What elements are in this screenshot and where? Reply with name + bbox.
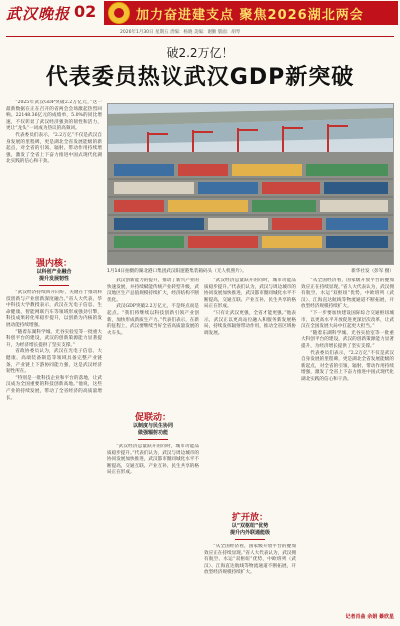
article-headline: 代表委员热议武汉GDP新突破 bbox=[45, 65, 355, 90]
paragraph: “武汉经济总量跃升的同时，城市功能品质稳步提升。”代表们认为，武汉与周边城市的协同发展加快推进，武汉都市圈同城化水平不断提高，交通互联、产业互补、民生共享的格局正在形成。 bbox=[204, 278, 296, 310]
subhead-title: 促联动： bbox=[134, 413, 171, 423]
article-column bbox=[204, 544, 296, 610]
paragraph: “随着东湖科学城、光谷实验室等一批重大科创平台的建设，武汉的创新策源能力显著提升，为经济增长提供了坚实支撑。” bbox=[301, 330, 394, 349]
subhead-line: 以制度与民生协同 bbox=[132, 423, 173, 429]
caption-text: 1月14日拍摄的湖北港口集团武汉阳逻港集装箱码头（无人机照片）。 bbox=[107, 269, 247, 274]
article-column bbox=[6, 100, 102, 254]
paragraph: “只有让武汉更强，全省才能更强。”他表示，武汉正以更高站位融入和服务新发展格局，持续发挥辐射带动作用，推动全省区域协调发展。 bbox=[204, 310, 296, 336]
subhead-divider bbox=[235, 539, 265, 540]
subhead-divider bbox=[138, 439, 168, 440]
paragraph: “武汉经济总量跃升的同时，城市功能品质稳步提升。”代表们认为，武汉与周边城市的协同发展加快推进，武汉都市圈同城化水平不断提高，交通互联、产业互补、民生共享的格局正在形成。 bbox=[107, 444, 199, 476]
page-number: 02 bbox=[74, 2, 97, 21]
section-banner bbox=[104, 1, 398, 25]
newspaper-name: 武汉晚报 bbox=[6, 5, 71, 23]
subhead-title: 扩开放： bbox=[231, 513, 268, 523]
paragraph: “下一步要加快建设国际综合交通枢纽城市，以更高水平开放促进更深层次改革，让武汉在全国发展大局中扛起更大担当。” bbox=[301, 310, 394, 330]
paragraph: “武汉经济持续回升向好，关键在于推动科技创新与产业创新深度融合。”省人大代表、华中科技大学教授表示，武汉在光电子信息、生命健康、智能网联汽车等领域形成强劲引擎，科技成果转化率稳步提升，以创新为内核的发展动能持续增强。 bbox=[6, 290, 102, 328]
article-byline: 记者肖曲 余娟 綦欣星 bbox=[345, 614, 394, 620]
subhead-divider bbox=[39, 285, 69, 286]
article-column bbox=[107, 278, 199, 408]
section-subhead bbox=[204, 510, 296, 540]
subhead-line: 做强辐射功能 bbox=[137, 430, 168, 436]
masthead-divider bbox=[6, 36, 394, 37]
paragraph: 代表委员们表示，“2.2万亿”不仅是武汉自身发展的里程碑，更是湖北全省发展能级的新起点，对全省的引领、辐射、带动作用持续增强，激发了全省上下奋力推进中国式现代化湖北实践的信心和干劲。 bbox=[6, 132, 102, 165]
subhead-line: 提升发展韧性 bbox=[38, 276, 69, 282]
port-photo bbox=[107, 103, 394, 265]
paragraph: “从全国经济看，国家级开放平台的叠加效应正在持续显现。”省人大代表认为，武汉拥有航空、水运“双枢纽”优势，中欧班列（武汉）、江海直达航线等物流通道不断拓展，开放型经济规模持续扩大。 bbox=[204, 544, 296, 576]
article-column bbox=[6, 290, 102, 610]
paragraph: “随着东湖科学城、光谷实验室等一批重大科创平台的建设，武汉的创新策源能力显著提升，为经济增长提供了坚实支撑。” bbox=[6, 329, 102, 348]
paragraph: 武汉GDP突破2.2万亿元，不是终点而是起点。“我们将继续以科技创新引领产业创新，加快形成新质生产力。”代表们表示，在新的征程上，武汉要继续当好全省高质量发展的火车头。 bbox=[107, 304, 199, 336]
article-column bbox=[204, 278, 296, 508]
photo-caption bbox=[107, 268, 394, 274]
paragraph: 武汉创新能力的提升，推动了新兴产业的快速发展，并持续赋能传统产业转型升级，武汉地区生产总值规模持续扩大，经济结构不断优化。 bbox=[107, 278, 199, 303]
article-column bbox=[107, 444, 199, 610]
paragraph: “特别是一批科技企业和平台的落地，让武汉成为全国重要的科技创新高地。”他说，这些产业的持续发展，带动了全省经济的高质量增长。 bbox=[6, 375, 102, 401]
paragraph: 代表委员们表示，“2.2万亿”不仅是武汉自身发展的里程碑，更是湖北全省发展能级的新起点，对全省的引领、辐射、带动作用持续增强，激发了全省上下奋力推进中国式现代化湖北实践的信心和干劲。 bbox=[301, 350, 394, 382]
section-subhead bbox=[6, 256, 102, 286]
photo-credit: 新华社发（彭军 摄） bbox=[351, 269, 394, 274]
subhead-line: 提升内外联通能级 bbox=[229, 530, 270, 536]
subhead-title: 强内核： bbox=[35, 259, 72, 269]
section-banner-text: 加力奋进建支点 聚焦2026湖北两会 bbox=[136, 8, 364, 23]
masthead bbox=[0, 0, 400, 30]
subhead-line: 以“双枢纽”优势 bbox=[231, 523, 269, 529]
subhead-line: 以科创产业融合 bbox=[36, 269, 72, 275]
paragraph: “2025年武汉GDP突破2.2万亿元，”这一最新数据在正在召开的省两会会场激起热烈回响。22148.36亿元的成绩单，5.0%的同比增速，不仅彰显了武汉经济强劲的韧性和活力，更让“龙头”一词成为热议的高频词。 bbox=[6, 100, 102, 132]
section-subhead bbox=[107, 410, 199, 440]
emblem-icon bbox=[108, 2, 130, 24]
issue-info: 2026年1月30日 星期五 责编：杨晓 美编：谢勤 版面：胡琴 bbox=[120, 30, 241, 35]
article-kicker: 破2.2万亿！ bbox=[166, 46, 234, 60]
paragraph: 省政协委员认为，武汉在光电子信息、大健康、高端装备制造等领域具备完整产业链条，产业链上下游协同能力强，这是武汉经济韧性所在。 bbox=[6, 349, 102, 375]
article-column bbox=[301, 278, 394, 610]
paragraph: “从全国经济看，国家级开放平台的叠加效应正在持续显现。”省人大代表认为，武汉拥有航空、水运“双枢纽”优势，中欧班列（武汉）、江海直达航线等物流通道不断拓展，开放型经济规模持续扩大。 bbox=[301, 278, 394, 310]
